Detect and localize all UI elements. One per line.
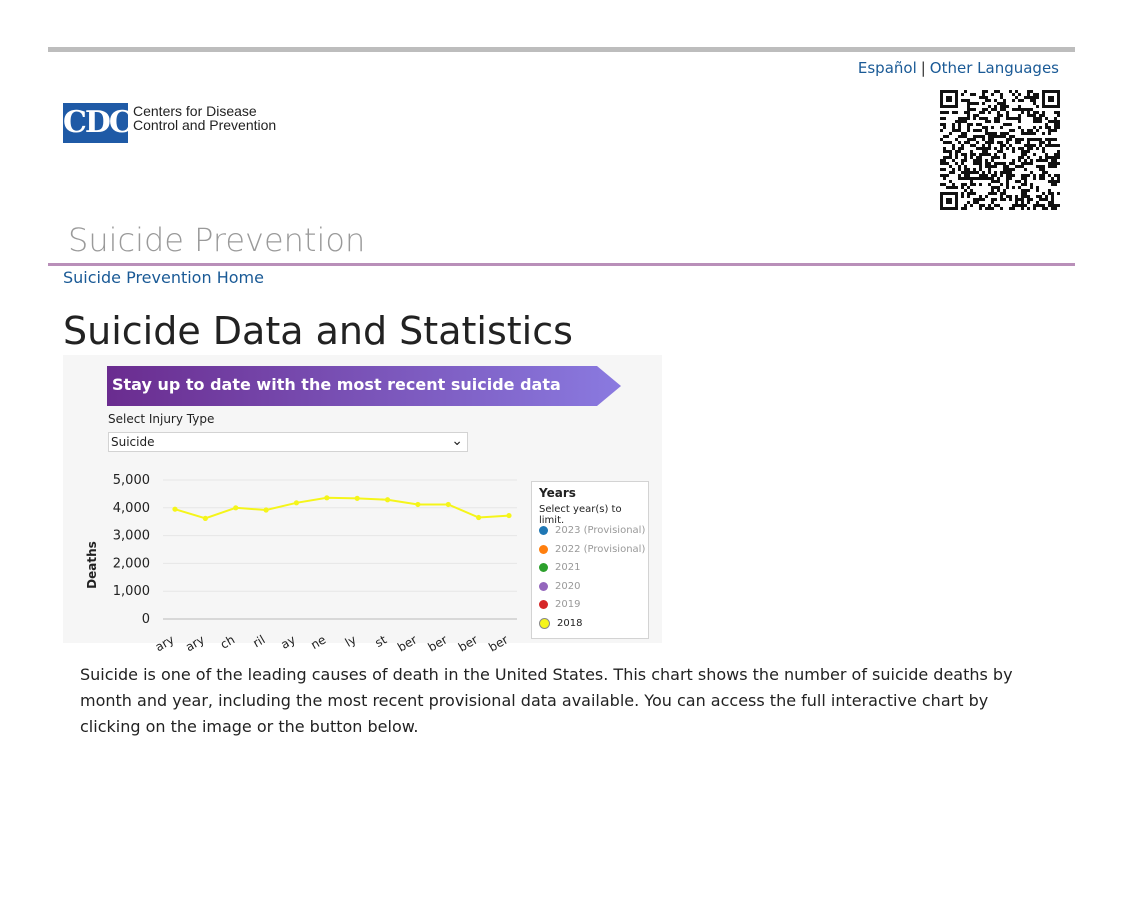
language-separator: | xyxy=(920,59,926,77)
legend-item-label: 2018 xyxy=(557,618,583,629)
y-tick-label: 3,000 xyxy=(112,528,150,544)
x-tick-label: ril xyxy=(250,632,268,651)
chart-description: Suicide is one of the leading causes of death in the United States. This chart shows the number of suicide deaths by month and year, including the most recent provisional data available. You can access the full interactive chart by clicking on the image or the button below. xyxy=(80,665,1013,736)
data-point xyxy=(506,513,511,518)
x-tick-label: ber xyxy=(455,632,481,655)
data-point xyxy=(355,496,360,501)
x-tick-label: ly xyxy=(342,632,359,650)
x-tick-label: ary xyxy=(183,632,207,655)
language-links xyxy=(858,59,1059,77)
cdc-logo[interactable] xyxy=(63,103,276,143)
y-tick-label: 1,000 xyxy=(112,584,150,600)
legend-item-2020[interactable] xyxy=(539,581,580,592)
x-tick-label: ber xyxy=(425,632,450,655)
espanol-link[interactable]: Español xyxy=(857,59,917,77)
y-tick-label: 5,000 xyxy=(112,473,150,488)
cdc-logo-mark: CDC xyxy=(63,103,128,143)
legend-dot-icon xyxy=(539,526,548,535)
chevron-down-icon: ⌄ xyxy=(451,433,463,449)
y-grid xyxy=(163,480,517,619)
y-tick-label: 4,000 xyxy=(112,500,150,516)
data-point xyxy=(172,507,177,512)
legend-item-label: 2019 xyxy=(555,599,581,611)
qr-code-icon xyxy=(940,90,1060,210)
x-tick-label: ch xyxy=(217,632,238,652)
page-title: Suicide Data and Statistics xyxy=(63,309,573,353)
section-rule xyxy=(48,263,1075,266)
data-point xyxy=(203,516,208,521)
y-tick-labels xyxy=(113,473,150,627)
logo-line-1: Centers for Disease xyxy=(133,103,257,119)
x-tick-label: ary xyxy=(152,632,177,655)
legend-dot-icon xyxy=(539,600,548,609)
top-rule xyxy=(48,47,1075,52)
legend-subtitle: Select year(s) to limit. xyxy=(539,504,622,526)
x-tick-label: ber xyxy=(486,632,511,655)
legend-item-label: 2021 xyxy=(555,562,581,574)
injury-type-value: Suicide xyxy=(111,435,155,449)
legend-item-2022[interactable] xyxy=(539,544,645,555)
cdc-logo-text xyxy=(133,104,276,132)
data-point xyxy=(385,497,390,502)
other-languages-link[interactable]: Other Languages xyxy=(929,59,1059,77)
data-point xyxy=(233,505,238,510)
years-legend xyxy=(531,481,649,639)
y-tick-label: 0 xyxy=(141,612,150,627)
data-point xyxy=(446,502,451,507)
x-tick-label: ne xyxy=(308,632,329,653)
x-tick-label: ber xyxy=(395,632,420,655)
data-point xyxy=(476,515,481,520)
legend-item-label: 2022 (Provisional) xyxy=(555,543,646,555)
legend-title: Years xyxy=(539,486,576,500)
legend-dot-icon xyxy=(539,582,548,591)
legend-dot-icon xyxy=(539,563,548,572)
legend-dot-icon xyxy=(539,545,548,554)
data-point xyxy=(415,502,420,507)
legend-item-2019[interactable] xyxy=(539,599,580,610)
data-point xyxy=(294,500,299,505)
x-tick-labels xyxy=(153,632,511,654)
y-axis-label: Deaths xyxy=(85,541,99,589)
chart-image-link[interactable] xyxy=(63,355,662,655)
chart-banner-text: Stay up to date with the most recent suicide data xyxy=(112,375,561,394)
legend-dot-icon xyxy=(539,618,550,629)
legend-item-label: 2023 (Provisional) xyxy=(555,525,646,536)
legend-item-2021[interactable] xyxy=(539,562,580,573)
legend-item-2023[interactable] xyxy=(539,525,645,536)
section-title: Suicide Prevention xyxy=(68,221,366,259)
logo-line-2: Control and Prevention xyxy=(133,117,277,133)
injury-type-label: Select Injury Type xyxy=(108,412,215,426)
legend-item-2018[interactable] xyxy=(539,618,582,629)
legend-item-label: 2020 xyxy=(555,580,581,592)
y-tick-label: 2,000 xyxy=(112,556,150,572)
data-point xyxy=(263,507,268,512)
data-point xyxy=(324,495,329,500)
breadcrumb-home-link[interactable]: Suicide Prevention Home xyxy=(63,268,264,287)
x-tick-label: st xyxy=(372,632,390,651)
x-tick-label: ay xyxy=(278,632,298,652)
